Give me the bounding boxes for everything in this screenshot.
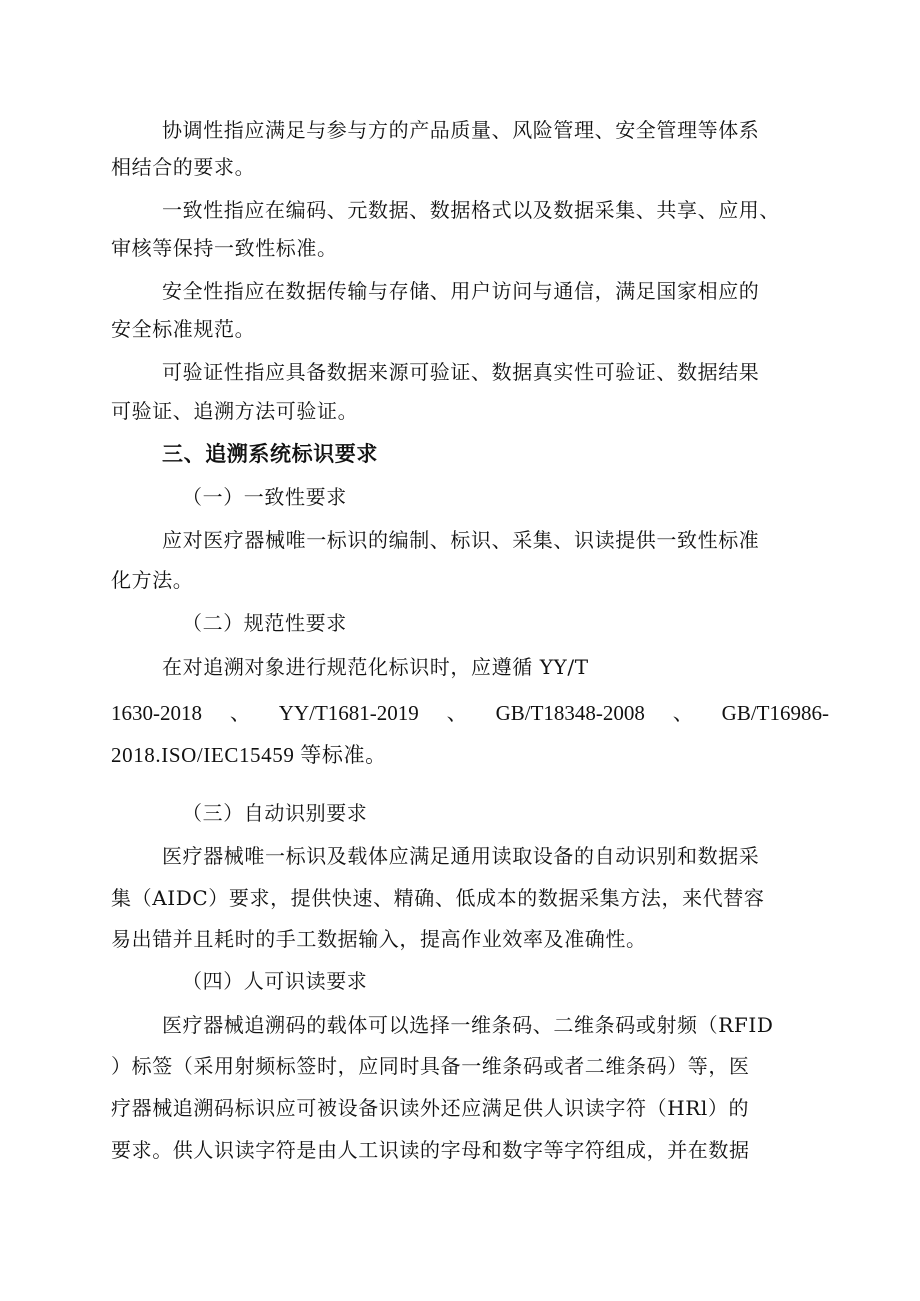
subsection-human-readable-line-2: ）标签（采用射频标签时，应同时具备一维条码或者二维条码）等，医 [111,1054,750,1078]
paragraph-consistency-line-2: 审核等保持一致性标准。 [111,236,338,260]
subsection-human-readable-line-4: 要求。供人识读字符是由人工识读的字母和数字等字符组成，并在数据 [111,1138,750,1162]
subsection-heading-human-readable: （四）人可识读要求 [182,969,368,993]
paragraph-coordination-line-1: 协调性指应满足与参与方的产品质量、风险管理、安全管理等体系 [162,118,760,142]
subsection-auto-identification-line-1: 医疗器械唯一标识及载体应满足通用读取设备的自动识别和数据采 [162,844,760,868]
standard-code: YY/T1681-2019 [278,701,419,725]
subsection-normative-line-3: 2018.ISO/IEC15459 等标准。 [111,743,387,767]
paragraph-security-line-1: 安全性指应在数据传输与存储、用户访问与通信，满足国家相应的 [162,279,760,303]
subsection-auto-identification-line-2: 集（AIDC）要求，提供快速、精确、低成本的数据采集方法，来代替容 [111,886,765,910]
separator: 、 [229,701,251,725]
paragraph-verifiability-line-1: 可验证性指应具备数据来源可验证、数据真实性可验证、数据结果 [162,360,760,384]
section-heading: 三、追溯系统标识要求 [162,441,378,466]
standard-code: GB/T16986- [721,701,829,725]
subsection-heading-auto-identification: （三）自动识别要求 [182,801,368,825]
subsection-consistency-line-2: 化方法。 [111,568,194,592]
subsection-heading-normative: （二）规范性要求 [182,611,347,635]
paragraph-consistency-line-1: 一致性指应在编码、元数据、数据格式以及数据采集、共享、应用、 [162,198,780,222]
subsection-consistency-line-1: 应对医疗器械唯一标识的编制、标识、采集、识读提供一致性标准 [162,528,760,552]
standards-list-line [111,700,829,726]
subsection-normative-line-1: 在对追溯对象进行规范化标识时，应遵循 YY/T [162,655,589,679]
subsection-auto-identification-line-3: 易出错并且耗时的手工数据输入，提高作业效率及准确性。 [111,927,647,951]
standard-code: 1630-2018 [111,701,202,725]
separator: 、 [672,701,694,725]
paragraph-verifiability-line-2: 可验证、追溯方法可验证。 [111,399,359,423]
subsection-heading-consistency: （一）一致性要求 [182,485,347,509]
paragraph-coordination-line-2: 相结合的要求。 [111,155,256,179]
subsection-human-readable-line-3: 疗器械追溯码标识应可被设备识读外还应满足供人识读字符（HRl）的 [111,1096,750,1120]
subsection-human-readable-line-1: 医疗器械追溯码的载体可以选择一维条码、二维条码或射频（RFID [162,1013,774,1037]
separator: 、 [446,701,468,725]
paragraph-security-line-2: 安全标准规范。 [111,317,256,341]
standard-code: GB/T18348-2008 [495,701,645,725]
